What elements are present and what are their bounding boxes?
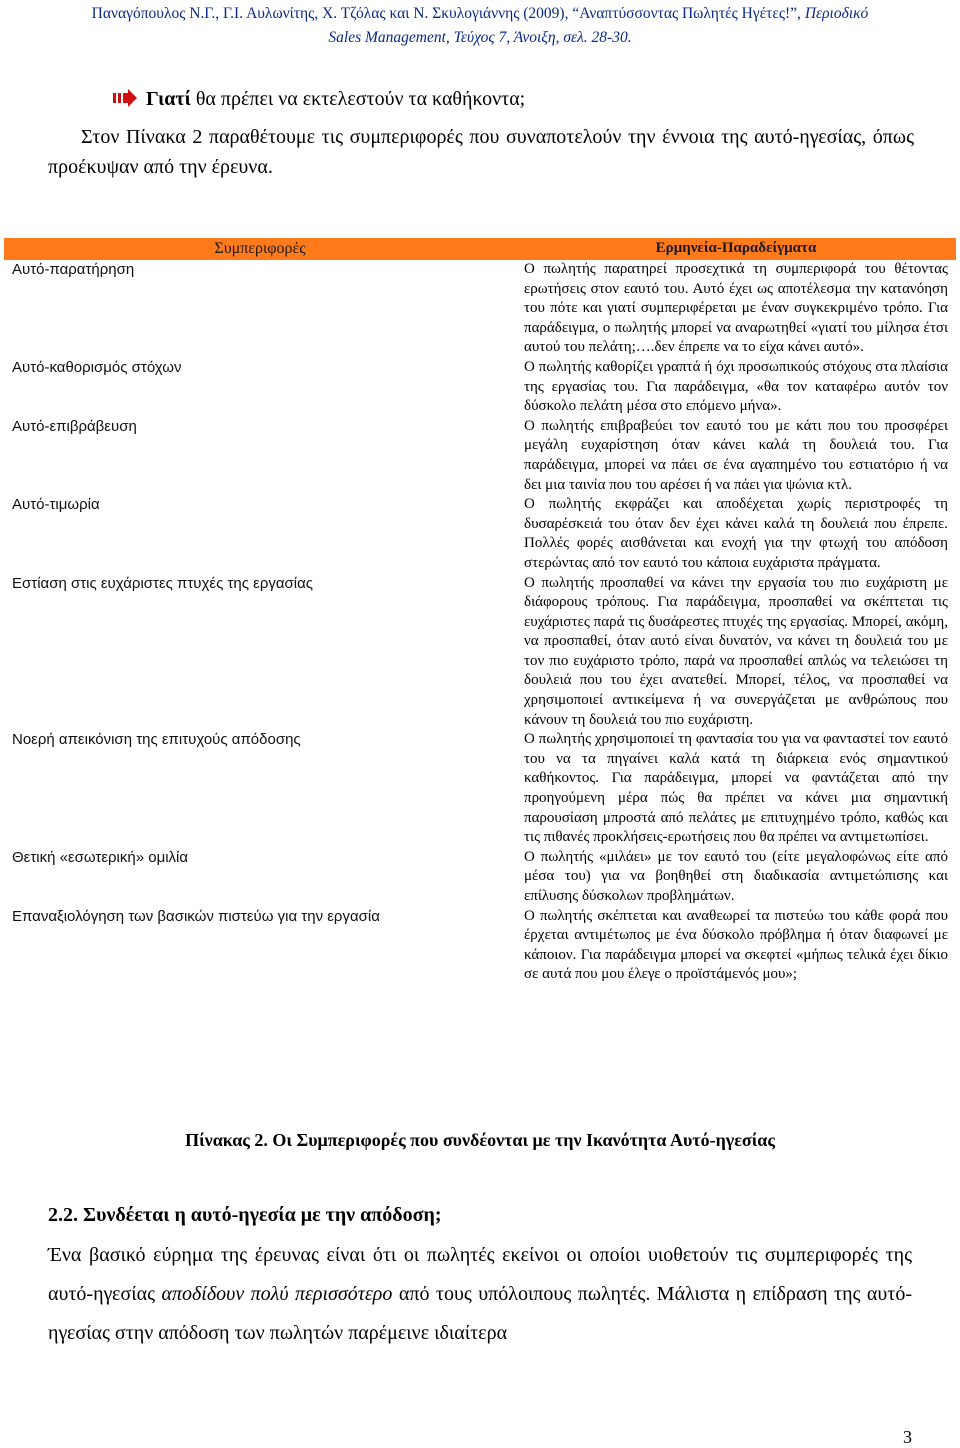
table-row [4, 260, 956, 358]
arrow-right-icon [112, 89, 138, 107]
emphasis-text: αποδίδουν πολύ περισσότερο [161, 1283, 393, 1305]
behavior-name: Αυτό-τιμωρία [12, 496, 100, 514]
behavior-name: Αυτό-παρατήρηση [12, 261, 135, 278]
page-number: 3 [903, 1427, 912, 1447]
question-bold: Γιατί [146, 88, 191, 110]
behavior-description: Ο πωλητής εκφράζει και αποδέχεται χωρίς περιστροφές τη δυσαρέσκειά του όταν δεν έχει κάνει καλά τη δουλειά που έπρεπε. Πολλές φορές αισθάνεται και ενοχή για την φτωχή του απόδοση στερώντας από τον εαυτό του κάποια ευχάριστα πράγματα. [524, 496, 948, 571]
column-header-examples: Ερμηνεία-Παραδείγματα [516, 238, 956, 260]
behavior-name: Θετική «εσωτερική» ομιλία [12, 848, 189, 866]
question-rest: θα πρέπει να εκτελεστούν τα καθήκοντα; [190, 88, 526, 110]
header-line-2: Sales Management, Τεύχος 7, Άνοιξη, σελ. 28-30. [328, 29, 632, 46]
behavior-description: Ο πωλητής «μιλάει» με τον εαυτό του (είτε μεγαλοφώνως είτε από μέσα του) για να βοηθηθεί στη διαδικασία αντιμετώπισης και επίλυσης δύσκολων προβλημάτων. [524, 848, 948, 904]
table-row [4, 495, 956, 573]
behavior-name: Νοερή απεικόνιση της επιτυχούς απόδοσης [12, 731, 301, 749]
table-row [4, 574, 956, 731]
behavior-name: Εστίαση στις ευχάριστες πτυχές της εργασίας [12, 574, 314, 592]
behavior-name: Επαναξιολόγηση των βασικών πιστεύω για την εργασία [12, 907, 380, 925]
behavior-description: Ο πωλητής προσπαθεί να κάνει την εργασία του πιο ευχάριστη με διάφορους τρόπους. Για παράδειγμα, προσπαθεί να σκέπτεται τις ευχάριστες παρά τις δυσάρεστες πτυχές της εργασίας. Μπορεί, ακόμη, να προσπαθεί, όταν αυτό είναι δυνατόν, να κάνει τη δουλειά του με τον πιο ευχάριστο τρόπο, παρά να προσπαθεί απλώς να τελειώσει τη δουλειά που του έχει ανατεθεί. Μπορεί, τέλος, να προσπαθεί να χρησιμοποιεί αντικείμενα ή να συνεργάζεται με ανθρώπους που κάνουν τη δουλειά του πιο ευχάριστη. [524, 574, 948, 728]
intro-paragraph: Στον Πίνακα 2 παραθέτουμε τις συμπεριφορές που συναποτελούν την έννοια της αυτό-ηγεσίας, όπως προέκυψαν από την έρευνα. [48, 126, 914, 178]
table-header-row [4, 238, 956, 260]
column-header-behaviors: Συμπεριφορές [4, 238, 516, 260]
table-row [4, 848, 956, 907]
behavior-description: Ο πωλητής παρατηρεί προσεχτικά τη συμπεριφορά του θέτοντας ερωτήσεις στον εαυτό του. Αυτό έχει ως αποτέλεσμα την κατανόηση του πότε και γιατί συμπεριφέρεται με έναν συγκεκριμένο τρόπο. Για παράδειγμα, ο πωλητής μπορεί να αναρωτηθεί «γιατί του μίλησα έτσι αυτού του πελάτη;….δεν έπρεπε να το είχα κάνει αυτό». [524, 261, 948, 356]
behaviors-table [4, 238, 956, 985]
behavior-description: Ο πωλητής χρησιμοποιεί τη φαντασία του για να φανταστεί τον εαυτό του να τα πηγαίνει καλά κατά τη διάρκεια ενός σημαντικού καθήκοντος. Για παράδειγμα, μπορεί να φαντάζεται από την προηγούμενη μέρα πώς θα πρέπει να κάνει μια σημαντική παρουσίαση μπροστά από πελάτες με επιτυχημένο τρόπο, καθώς και τις πιθανές προκλήσεις-ερωτήσεις που θα πρέπει να αντιμετωπίσει. [524, 731, 948, 846]
table-row [4, 907, 956, 985]
behavior-description: Ο πωλητής επιβραβεύει τον εαυτό του με κάτι που του προσφέρει μεγάλη ευχαρίστηση όταν κάνει καλά τη δουλειά του. Για παράδειγμα, μπορεί να πάει σε ένα αγαπημένο του εστιατόριο ή να δει μια ταινία που του αρέσει ή να πάει για ψώνια κτλ. [524, 417, 948, 493]
table-row [4, 417, 956, 495]
behavior-description: Ο πωλητής σκέπτεται και αναθεωρεί τα πιστεύω του κάθε φορά που έρχεται αντιμέτωπος με ένα δύσκολο πρόβλημα ή όταν διαφωνεί με κάποιον. Για παράδειγμα μπορεί να σκεφτεί «μήπως τελικά έχει δίκιο σε αυτά που μου έλεγε ο προϊστάμενός μου»; [524, 907, 948, 983]
table-caption: Πίνακας 2. Οι Συμπεριφορές που συνδέονται με την Ικανότητα Αυτό-ηγεσίας [185, 1130, 775, 1150]
behavior-description: Ο πωλητής καθορίζει γραπτά ή όχι προσωπικούς στόχους στα πλαίσια της εργασίας του. Για παράδειγμα, «θα τον καταφέρω αυτόν τον δύσκολο πελάτη μέσα στο επόμενο μήνα». [524, 358, 948, 415]
question-line [112, 86, 525, 112]
section-title: 2.2. Συνδέεται η αυτό-ηγεσία με την απόδοση; [48, 1204, 442, 1226]
running-header [0, 2, 960, 50]
section-paragraph: Ένα βασικό εύρημα της έρευνας είναι ότι οι πωλητές εκείνοι οι οποίοι υιοθετούν τις συμπεριφορές της αυτό-ηγεσίας αποδίδουν πολύ περισσότερο από τους υπόλοιπους πωλητές. Μάλιστα η επίδραση της αυτό-ηγεσίας στην απόδοση των πωλητών παρέμεινε ιδιαίτερα [48, 1244, 912, 1344]
behavior-name: Αυτό-επιβράβευση [12, 417, 137, 435]
table-row [4, 358, 956, 417]
header-line-1: Παναγόπουλος Ν.Γ., Γ.Ι. Αυλωνίτης, Χ. Τζόλας και Ν. Σκυλογιάννης (2009), “Αναπτύσσοντας Πωλητές Ηγέτες!”, Περιοδικό [91, 5, 869, 22]
behavior-name: Αυτό-καθορισμός στόχων [12, 358, 182, 376]
table-row [4, 730, 956, 848]
